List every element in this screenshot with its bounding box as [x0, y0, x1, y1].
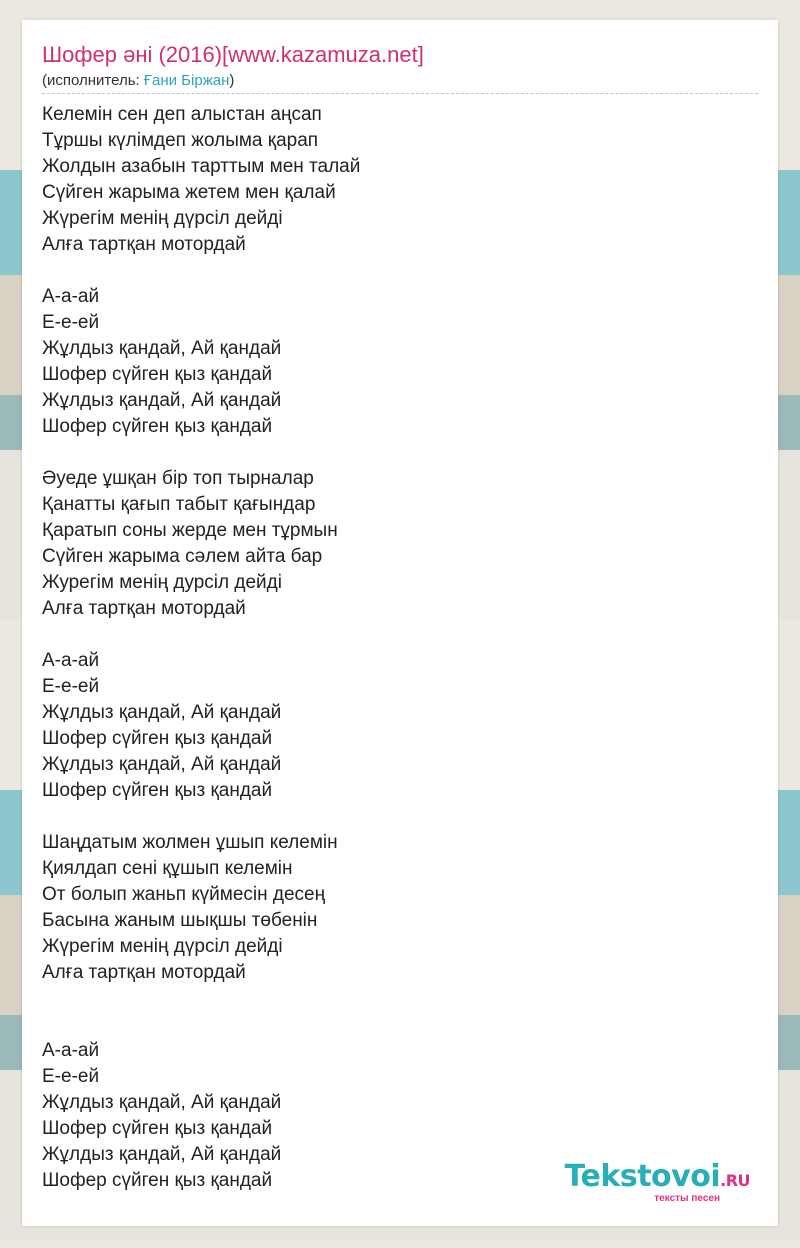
lyrics-card: [22, 20, 778, 1226]
performer-suffix: ): [229, 72, 235, 89]
performer-link[interactable]: Ғани Біржан: [143, 72, 230, 89]
site-logo[interactable]: [565, 1161, 750, 1204]
logo-text: Tekstovoi: [564, 1159, 721, 1194]
logo-subtitle: тексты песен: [654, 1193, 720, 1204]
logo-tld: .RU: [720, 1171, 750, 1190]
lyrics-text: Келемін сен деп алыстан аңсап Тұршы күлімдеп жолыма қарап Жолдын азабын тарттым мен талай Сүйген жарыма жетем мен қалай Жүрегім менің дүрсіл дейді Алға тартқан мотордай А-а-ай Е-е-ей Жұлдыз қандай, Ай қандай Шофер сүйген қыз қандай Жұлдыз қандай, Ай қандай Шофер сүйген қыз қандай Әуеде ұшқан бір топ тырналар Қанатты қағып табыт қағындар Қаратып соны жерде мен тұрмын Сүйген жарыма сәлем айта бар Журегім менің дурсіл дейді Алға тартқан мотордай А-а-ай Е-е-ей Жұлдыз қандай, Ай қандай Шофер сүйген қыз қандай Жұлдыз қандай, Ай қандай Шофер сүйген қыз қандай Шаңдатым жолмен ұшып келемін Қиялдап сені құшып келемін От болып жаньп күймесін десең Басына жаным шықшы төбенін Жүрегім менің дүрсіл дейді Алға тартқан мотордай А-а-ай Е-е-ей Жұлдыз қандай, Ай қандай Шофер сүйген қыз қандай Жұлдыз қандай, Ай қандай Шофер сүйген қыз қандай: [42, 104, 361, 1191]
dashed-divider: [42, 93, 758, 94]
performer-prefix: (исполнитель:: [42, 72, 144, 89]
song-title: Шофер әні (2016)[www.kazamuza.net]: [42, 42, 424, 67]
performer-line: [42, 72, 234, 89]
